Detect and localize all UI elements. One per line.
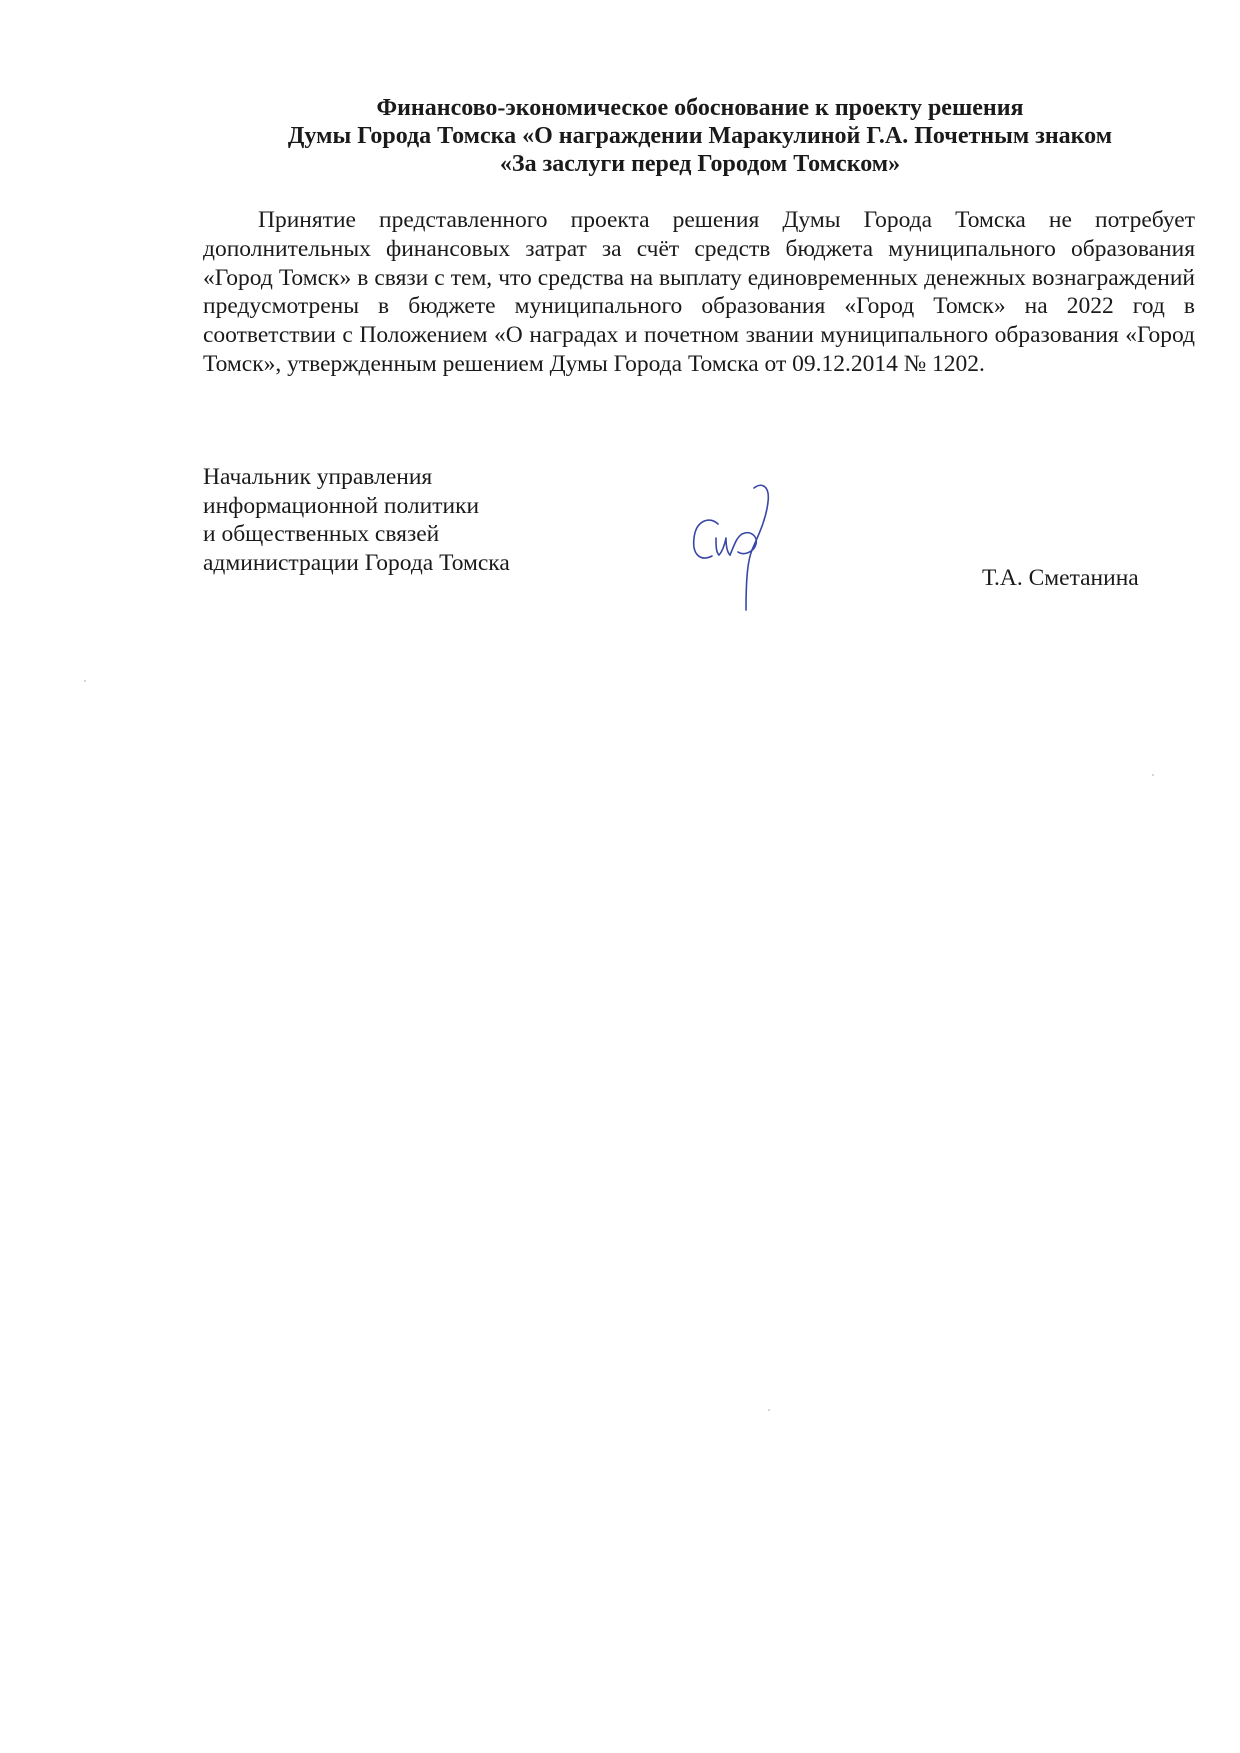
signatory-line-3: и общественных связей — [203, 521, 440, 548]
scan-speck — [84, 680, 86, 682]
handwritten-signature — [688, 480, 808, 620]
title-line-2: Думы Города Томска «О награждении Маракулиной Г.А. Почетным знаком — [287, 123, 1113, 149]
document-title — [200, 94, 1200, 178]
title-line-1: Финансово-экономическое обоснование к проекту решения — [376, 95, 1024, 121]
scan-speck — [768, 1409, 770, 1411]
signer-name: Т.А. Сметанина — [982, 565, 1139, 591]
signatory-position — [203, 463, 510, 577]
signatory-line-4: администрации Города Томска — [203, 549, 510, 576]
scan-speck — [1152, 774, 1154, 776]
signatory-line-2: информационной политики — [203, 492, 480, 519]
title-line-3: «За заслуги перед Городом Томском» — [499, 151, 901, 177]
body-paragraph: Принятие представленного проекта решения Думы Города Томска не потребует дополнительных финансовых затрат за счёт средств бюджета муниципального образования «Город Томск» в связи с тем, что средства на выплату единовременных денежных вознаграждений предусмотрены в бюджете муниципального образования «Город Томск» на 2022 год в соответствии с Положением «О наградах и почетном звании муниципального образования «Город Томск», утвержденным решением Думы Города Томска от 09.12.2014 № 1202. — [203, 207, 1195, 377]
signatory-line-1: Начальник управления — [203, 464, 433, 490]
